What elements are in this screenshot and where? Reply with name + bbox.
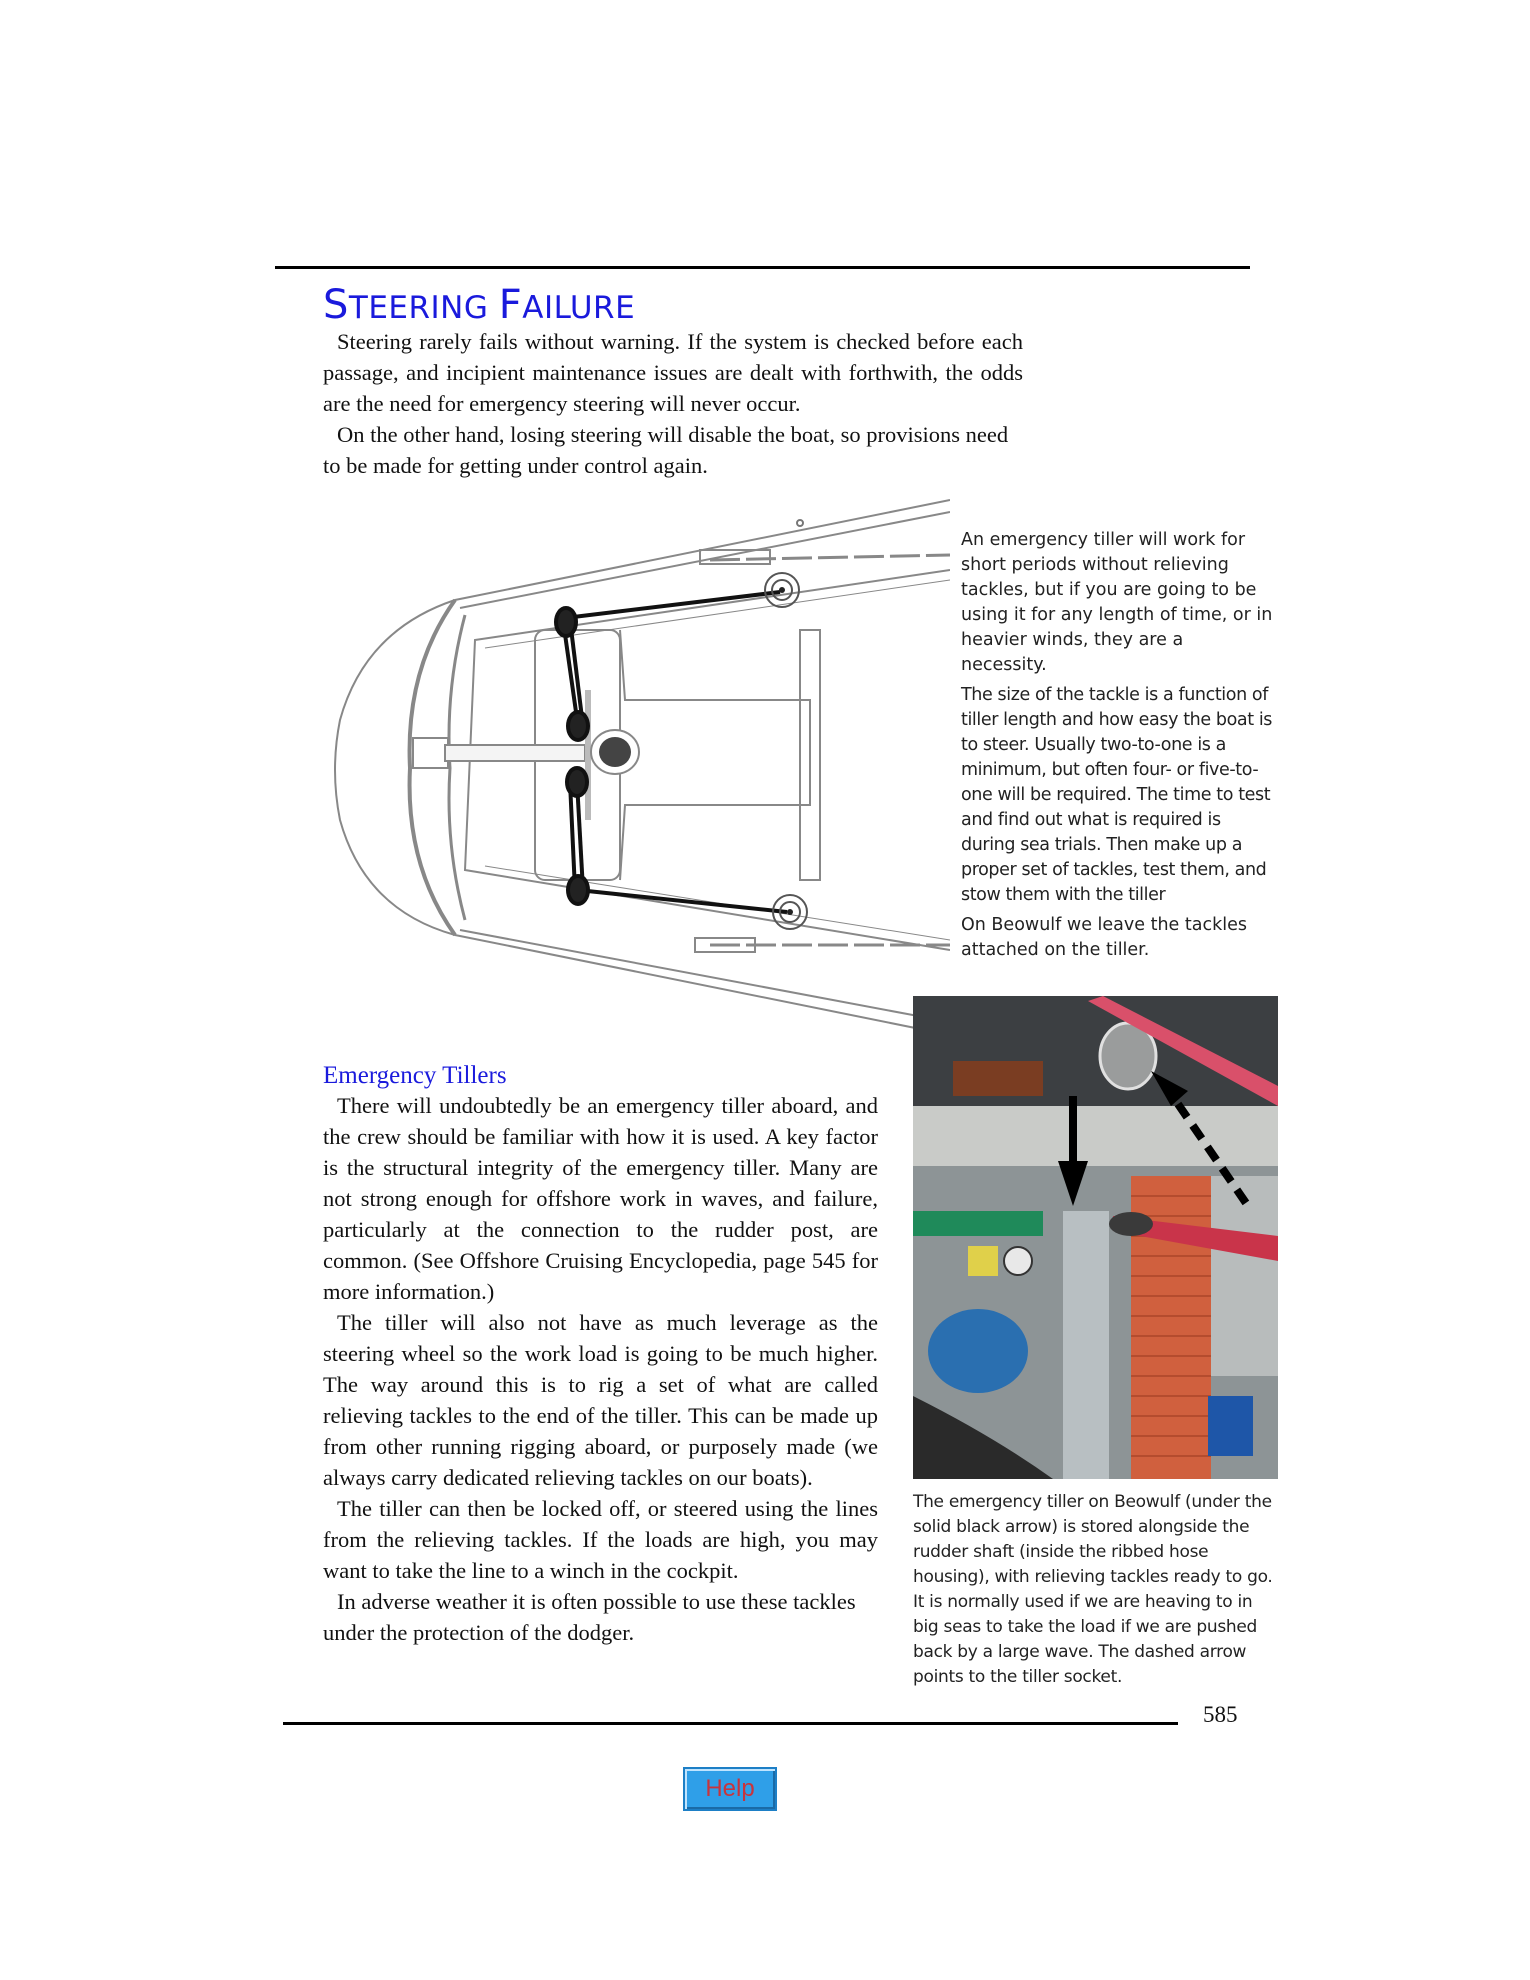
bottom-rule (283, 1722, 1178, 1725)
page-title: STEERING FAILURE (323, 282, 636, 328)
section-body (323, 1090, 878, 1648)
intro-text (323, 326, 1023, 481)
photo-caption: The emergency tiller on Beowulf (under the solid black arrow) is stored alongside the rudder shaft (inside the ribbed hose housing), with relieving tackles ready to go. It is normally used if we are heaving to in big seas to take the load if we are pushed back by a large wave. The dashed arrow points to the tiller socket. (913, 1492, 1273, 1687)
body-paragraph: There will undoubtedly be an emergency tiller aboard, and the crew should be familiar with how it is used. A key factor is the structural integrity of the emergency tiller. Many are not strong enough for offshore work in waves, and failure, particularly at the connection to the rudder post, are common. (See Offshore Cruising Encyclopedia, page 545 for more information.) (323, 1093, 878, 1304)
body-paragraph: The tiller will also not have as much leverage as the steering wheel so the work load is going to be much higher. The way around this is to rig a set of what are called relieving tackles to the end of the tiller. This can be made up from other running rigging aboard, or purposely made (we always carry dedicated relieving tackles on our boats). (323, 1310, 878, 1490)
help-button[interactable]: Help (683, 1767, 777, 1811)
boat-stern-diagram (325, 490, 950, 1050)
emergency-tiller-photo (913, 996, 1278, 1479)
section-title: Emergency Tillers (323, 1062, 507, 1089)
body-paragraph: In adverse weather it is often possible to use these tackles under the protection of the dodger. (323, 1589, 856, 1645)
caption-paragraph: On Beowulf we leave the tackles attached on the tiller. (961, 915, 1247, 960)
page-number: 585 (1203, 1702, 1238, 1727)
body-paragraph: The tiller can then be locked off, or steered using the lines from the relieving tackles. If the loads are high, you may want to take the line to a winch in the cockpit. (323, 1496, 878, 1583)
top-rule (275, 266, 1250, 269)
caption-paragraph: An emergency tiller will work for short periods without relieving tackles, but if you are going to be using it for any length of time, or in heavier winds, they are a necessity. (961, 530, 1273, 675)
diagram-caption (961, 528, 1273, 968)
caption-paragraph: The size of the tackle is a function of tiller length and how easy the boat is to steer. Usually two-to-one is a minimum, but often four- or five-to-one will be required. The time to test and find out what is required is during sea trials. Then make up a proper set of tackles, test them, and stow them with the tiller (961, 685, 1273, 905)
intro-paragraph: Steering rarely fails without warning. If the system is checked before each passage, and incipient maintenance issues are dealt with forthwith, the odds are the need for emergency steering will never occur. (323, 329, 1023, 416)
intro-paragraph: On the other hand, losing steering will disable the boat, so provisions need to be made for getting under control again. (323, 422, 1009, 478)
